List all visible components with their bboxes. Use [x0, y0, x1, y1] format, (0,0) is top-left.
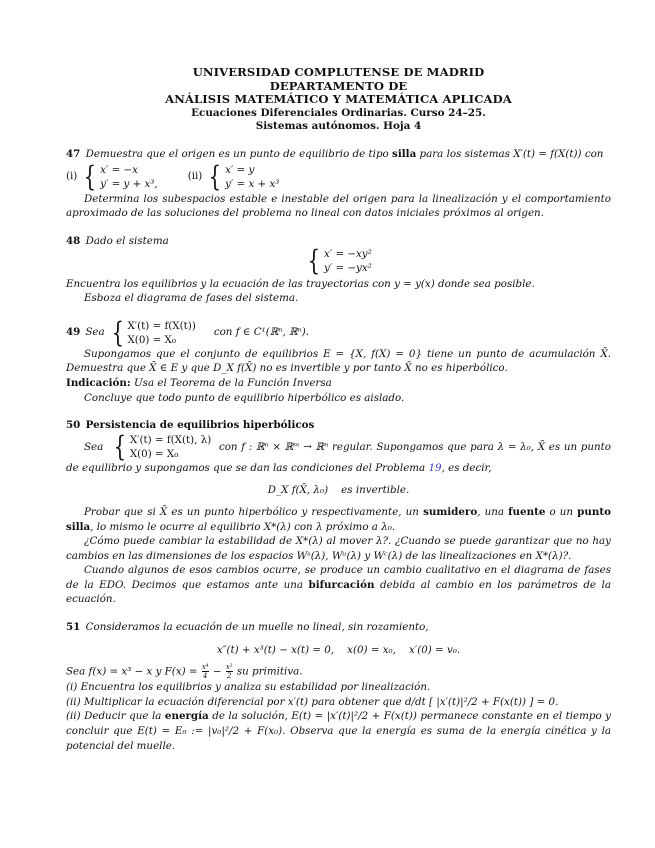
hint-label: Indicación: [66, 376, 131, 389]
problem-51 [66, 620, 611, 753]
fraction [202, 663, 209, 680]
problem-text: Dado el sistema [85, 234, 169, 247]
bold-term: sumidero [423, 505, 478, 518]
problem-text: (ii) Deducir que la [66, 710, 162, 723]
bold-term: punto silla [66, 505, 611, 533]
problem-link[interactable]: 19 [428, 461, 442, 474]
bold-term: silla [392, 148, 417, 161]
problem-49 [66, 315, 611, 405]
hint-text: Usa el Teorema de la Función Inversa [133, 376, 332, 389]
left-brace: { [113, 429, 127, 463]
problem-48 [66, 234, 611, 306]
problem-text: debida al cambio en los parámetros de la ecuación. [66, 578, 611, 606]
problem-text: Supongamos que el conjunto de equilibrios E = {X, f(X) = 0} tiene un punto de acumulación X̄. Demuestra que X̄ ∈ E y que D_X f(X̄) no es invertible y por tanto X̄ no es hiperbólico. [66, 347, 611, 375]
problem-text: , es decir, [441, 461, 492, 474]
equation: x′ = y [225, 163, 255, 176]
equation: x′ = −xy² [324, 247, 372, 260]
numerator: x² [225, 663, 233, 672]
problem-text: ¿Cómo puede cambiar la estabilidad de X*(λ) al mover λ?. ¿Cuando se puede garantizar que no hay cambios en las dimensiones de los espacios Wˢ(λ), Wᵘ(λ) y Wᶜ(λ) de las linealizaciones en X*(λ)?. [66, 535, 611, 562]
course-line: Ecuaciones Diferenciales Ordinarias. Curso 24–25. [191, 106, 486, 119]
equation: y′ = x + x³ [225, 177, 280, 190]
worksheet-page [66, 66, 611, 753]
problem-text: − [212, 665, 222, 678]
problem-text: para los sistemas X′(t) = f(X(t)) con [419, 148, 604, 161]
left-brace: { [111, 315, 124, 349]
problem-text: Concluye que todo punto de equilibrio hiperbólico es aislado. [84, 391, 405, 404]
equation: X(0) = X₀ [129, 447, 179, 460]
problem-title: Persistencia de equilibrios hiperbólicos [85, 419, 315, 432]
problem-text: Determina los subespacios estable e inestable del origen para la linealización y el comportamiento aproximado de las soluciones del problema no lineal con datos iniciales próximos al origen. [66, 192, 611, 220]
left-brace: { [208, 159, 222, 193]
system [109, 315, 196, 349]
problem-text: o un [549, 505, 574, 518]
fraction [226, 663, 233, 680]
problem-number: 48 [66, 234, 81, 247]
problem-text: Demuestra que el origen es un punto de equilibrio de tipo [85, 148, 389, 161]
problem-text: Encuentra los equilibrios y la ecuación de las trayectorias con y = y(x) donde sea posible. [66, 277, 535, 290]
system-i [81, 159, 158, 193]
left-brace: { [307, 243, 321, 277]
equation: y′ = y + x³, [100, 177, 158, 190]
case-label-i: (i) [66, 170, 78, 183]
display-equation: D_X f(X̄, λ₀) es invertible. [267, 484, 410, 497]
problem-text: de la solución, E(t) = |x′(t)|²/2 + F(x(t)) permanece constante en el tiempo y concluir que E(t) = E₀ := |v₀|²/2 + F(x₀). Observa que la energía es suma de la energía cinética y la potencial del muelle. [66, 710, 611, 752]
equation: X′(t) = f(X(t)) [127, 319, 196, 332]
problem-number: 47 [66, 148, 81, 161]
denominator: 2 [226, 672, 232, 681]
equation: x′ = −x [100, 163, 138, 176]
problem-number: 49 [66, 326, 81, 339]
problem-text: Esboza el diagrama de fases del sistema. [84, 292, 299, 305]
problem-text: , lo mismo le ocurre al equilibrio X*(λ) con λ próximo a λ₀. [90, 520, 396, 533]
equation: y′ = −yx² [324, 261, 372, 274]
condition: con f ∈ C¹(ℝⁿ, ℝⁿ). [213, 326, 310, 339]
header [66, 66, 611, 133]
problem-text: Sea f(x) = x³ − x y F(x) = [66, 665, 198, 678]
left-brace: { [84, 159, 97, 193]
numerator: x⁴ [201, 663, 209, 672]
problem-text: con f : ℝⁿ × ℝᵐ → ℝⁿ regular. Supongamos que para λ = λ₀, X̄ es un punto de equilibrio y supongamos que se dan las condiciones del Problema [66, 440, 612, 474]
system [111, 429, 212, 463]
problem-text: Probar que si X̄ es un punto hiperbólico y respectivamente, un [84, 505, 419, 518]
sea-label: Sea [84, 440, 104, 453]
display-equation: x″(t) + x³(t) − x(t) = 0, x(0) = x₀, x′(0) = v₀. [216, 643, 461, 656]
problem-number: 51 [66, 621, 81, 634]
bold-term: bifurcación [308, 578, 375, 591]
problem-text: Consideramos la ecuación de un muelle no lineal, sin rozamiento, [85, 621, 429, 634]
case-label-ii: (ii) [187, 170, 203, 183]
equation: X(0) = X₀ [127, 333, 177, 346]
equation: X′(t) = f(X(t), λ) [129, 433, 212, 446]
university-name: UNIVERSIDAD COMPLUTENSE DE MADRID [192, 65, 485, 79]
problem-text: , una [477, 505, 504, 518]
bold-term: fuente [508, 505, 546, 518]
bold-term: energía [164, 710, 209, 723]
inline-equation: d/dt [ |x′(t)|²/2 + F(x(t)) ] = 0. [404, 695, 559, 708]
problem-50 [66, 418, 611, 607]
sea-label: Sea [85, 326, 105, 339]
department-label: DEPARTAMENTO DE [269, 78, 408, 93]
problem-47 [66, 147, 611, 221]
problem-text: Cuando algunos de esos cambios ocurre, se produce un cambio cualitativo en el diagrama de fases de la EDO. Decimos que estamos ante una [66, 564, 611, 591]
department-name: ANÁLISIS MATEMÁTICO Y MATEMÁTICA APLICADA [165, 92, 512, 107]
sheet-title: Sistemas autónomos. Hoja 4 [255, 119, 422, 132]
problem-text: su primitiva. [236, 665, 303, 678]
denominator: 4 [202, 672, 208, 681]
system [305, 243, 372, 277]
system-ii [206, 159, 280, 193]
problem-number: 50 [66, 419, 81, 432]
problem-text: (i) Encuentra los equilibrios y analiza su estabilidad por linealización. [66, 681, 431, 694]
problem-text: (ii) Multiplicar la ecuación diferencial por x′(t) para obtener que [66, 695, 402, 708]
